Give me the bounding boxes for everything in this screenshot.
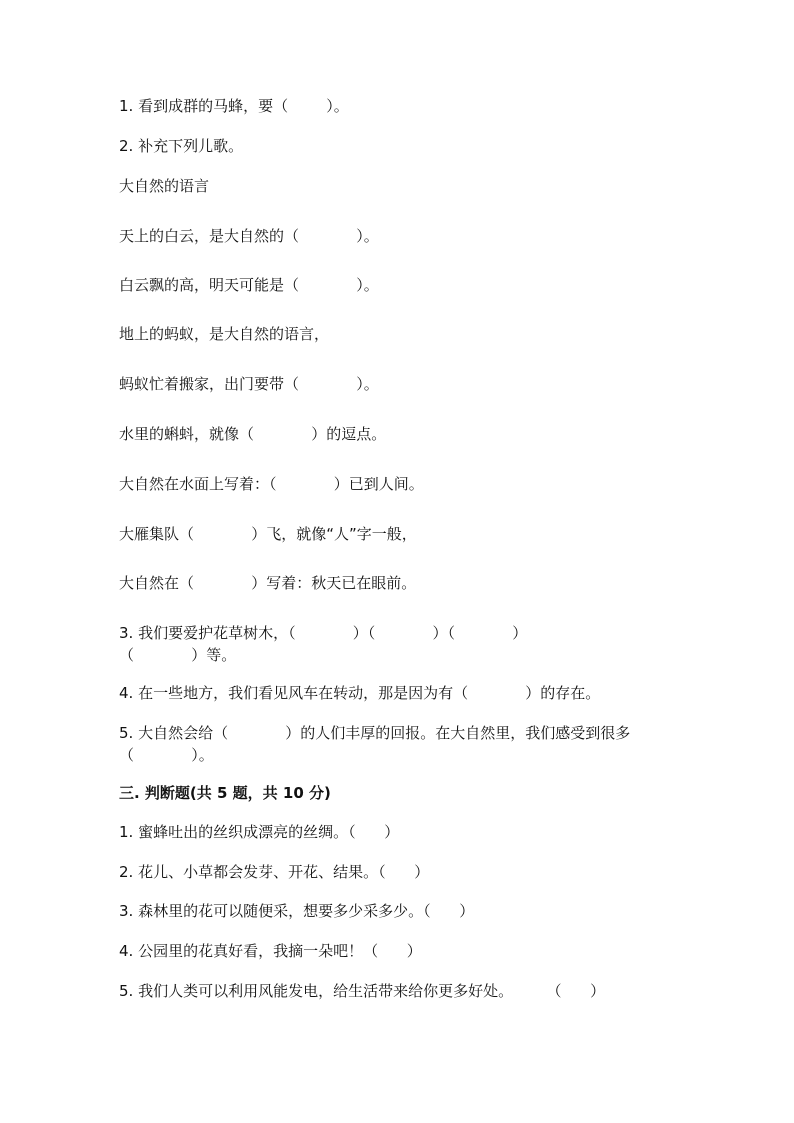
question-3-line-2: （ ）等。: [119, 646, 237, 664]
poem-line: 水里的蝌蚪，就像（ ）的逗点。: [119, 425, 387, 443]
poem-line: 大自然在水面上写着：（ ）已到人间。: [119, 475, 424, 493]
poem-line: 白云飘的高，明天可能是（ ）。: [119, 276, 379, 294]
question-4: 4. 在一些地方，我们看见风车在转动，那是因为有（ ）的存在。: [119, 684, 601, 702]
question-3-line-1: 3. 我们要爱护花草树木，（ ）（ ）（ ）: [119, 624, 528, 642]
poem-line: 地上的蚂蚁，是大自然的语言，: [119, 325, 330, 343]
poem-line: 大自然在（ ）写着：秋天已在眼前。: [119, 574, 417, 592]
judge-item: 3. 森林里的花可以随便采，想要多少采多少。（ ）: [119, 902, 475, 920]
judge-item: 5. 我们人类可以利用风能发电，给生活带来给你更多好处。 （ ）: [119, 982, 606, 1000]
question-5-line-2: （ ）。: [119, 746, 214, 764]
poem-line: 蚂蚁忙着搬家，出门要带（ ）。: [119, 375, 379, 393]
question-2: 2. 补充下列儿歌。: [119, 137, 244, 155]
judge-item: 2. 花儿、小草都会发芽、开花、结果。（ ）: [119, 863, 430, 881]
question-1: 1. 看到成群的马蜂，要（ ）。: [119, 97, 349, 115]
poem-title: 大自然的语言: [119, 177, 210, 195]
question-5-line-1: 5. 大自然会给（ ）的人们丰厚的回报。在大自然里，我们感受到很多: [119, 724, 631, 742]
section-heading-judge: 三. 判断题(共 5 题，共 10 分): [119, 784, 331, 802]
poem-line: 大雁集队（ ）飞，就像“人”字一般，: [119, 525, 417, 543]
judge-item: 4. 公园里的花真好看，我摘一朵吧！（ ）: [119, 942, 422, 960]
judge-item: 1. 蜜蜂吐出的丝织成漂亮的丝绸。（ ）: [119, 823, 400, 841]
poem-line: 天上的白云，是大自然的（ ）。: [119, 227, 379, 245]
